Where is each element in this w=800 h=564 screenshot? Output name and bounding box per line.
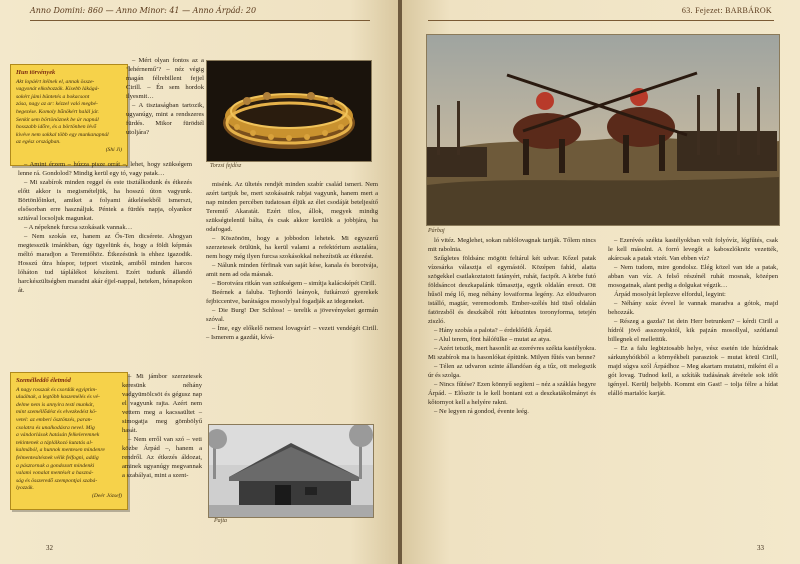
paragraph: – Hány szobás a palota? – érdeklődik Árpád. [434, 327, 553, 334]
photo-caption-duel: Párbaj [428, 228, 445, 234]
sidebar-lifestyle [10, 372, 128, 510]
paragraph: – Mért olyan fontos az a ‘lehérnemű’? – néz végig magán félrebillent fejjel Cirill. – Én sem hordok ilyesmit… [126, 57, 204, 100]
text-column-right-right [608, 236, 778, 398]
photo-barn [208, 424, 374, 518]
page-number-left: 32 [46, 544, 53, 552]
paragraph: – Ezerévés székta kastélyokban volt folyóvíz, légfűtés, csak le kell másolni. A forró levegőt a kaboszlóknöz vezették, akárcsak a patak vizét. Van ebben víz? [608, 237, 778, 262]
paragraph: – Azért tetszik, mert hasonlít az ezerévres székta kastélyokra. Mi szabírok ma is hasonlókat építünk. Milyen fűtés van benne? [428, 345, 596, 361]
sidebar-title: Személleddő életmód [16, 377, 71, 384]
left-page [0, 0, 398, 564]
paragraph: – Ne legyen rá gondod, évente leég. [434, 408, 529, 415]
right-header-rule [428, 20, 774, 21]
photo-caption-headdress: Torzsi fejdísz [210, 163, 242, 169]
text-column-bottom [122, 372, 202, 480]
left-header-rule [30, 20, 370, 21]
text-column-top [126, 56, 204, 137]
paragraph: – Télen az udvaron szinte állandóan ég a tűz, ott melegszik úr és szolga. [428, 363, 596, 379]
paragraph: Árpád mosolyát leplezve elfordul, legyint: [614, 291, 726, 298]
paragraph: misénk. Az ültetés rendjét minden szabír család ismeri. Nem azért tartjuk be, mert szokásaink rabjai vagyunk, hanem mert a nap minden percében tudatosan éljük az élet csodáját beteljesítő Teremtő Akaratát. Ezért tilos, állok, megyek mindig szükségtelenül bálta, és csak akkor kerülök a jobbjára, ha odafogad. [206, 181, 378, 233]
duel-painting-image [427, 35, 779, 225]
right-page [402, 0, 800, 564]
paragraph: – Die Burg! Der Schloss! – terelik a jövevényeket germán szóval. [206, 307, 378, 323]
sidebar-title: Hun törvények [16, 69, 56, 76]
right-page-header: 63. Fejezet: BARBÁROK [681, 6, 772, 15]
paragraph: – Részeg a gazda? Ist dein Herr betrunken? – kérdi Cirill a hídról jövő asszonyoktól, kik pajzán mosollyal, szótlanul billegnek el mellettük. [608, 318, 778, 343]
paragraph: – Mi szabírok minden reggel és este tisztálkodunk és étkezés előtt akkor is megismételjük, ha hosszú úton vagyunk. Börtönlőinket, amiket a folyami átkelésekből ismerszt, elsősorban erre használjuk. Péntek a fürdés napja, olyankor szitával locsoljuk magunkat. [18, 179, 192, 222]
sidebar-source: (Shi Ji) [105, 146, 122, 153]
paragraph: – Néhány száz évvel le vannak maradva a gótok, majd behozzák. [608, 300, 778, 316]
paragraph: – Amint érzem – húzza pisze orrát –, lehet, hogy szükségem lenne rá. Gondolod? Mindig kerül egy tó, vagy patak… [18, 161, 192, 177]
paragraph: – Köszönöm, hogy a jobbodon lehetek. Mi egyszerű szerzetesek örülünk, ha kerül valami a refektórium asztalára, nem hogy még ilyen furcsa szokásokkal nehezítsük az étkezést. [206, 235, 378, 260]
text-column-middle-right [206, 180, 378, 342]
sidebar-body: A nagy rosszak és csordák egyiptim- uluálnak, a legtöbb kaszemélés és vé- delme nem is annyira testi munkát, mint személlődést és elvezkedést kö- vetel: az emberi ösztönzés, paran- csolatra és unalkodásra nevel. Mig a vándorlások hatásán felkeleremnek tekintenek a táplálkozó kutatás al- kalmából, a hunnok mentesen mindenre felmentesítésnek vélik felfogni, addig a pásztornak a gondozott mindenki valami vonalat mentését a haszná- ság és összeredő szempontjai szabá- lyozzák. [16, 386, 105, 492]
paragraph: – Nálunk minden férfinak van saját kése, kanala és borotvája, amit nem ad oda másnak. [206, 262, 378, 278]
paragraph: – A népeknek furcsa szokásaik vannak… [24, 224, 133, 231]
paragraph: – Nem tudom, mire gondolsz. Elég közel van ide a patak, abban van víz. A felső részénél ruhát mosnak, középen mosogatnak, alant pedig a dolgukat végzik… [608, 264, 778, 289]
paragraph: – Nem szokás ez, hanem az Ős-Ten dicsérete. Ahogyan megtesszük imánkban, úgy ügyelünk és, hogy a földi képmás méltó maradjon a Teremtőhöz. Étkezésünk is ehhez igazodik. Hosszú útra húspor, tejport viszünk, amiből minden harcos lóháton tud táplálékot készíteni. Ezért tudunk állandó harckészültségben maradni akár éjjel-nappal, heteken, hónapokon át. [18, 233, 192, 294]
paragraph: – Nem erről van szó – veti közbe Árpád –, hanem a rendről. Az étkezés áldozat, aminek ugyanúgy megvannak a szabályai, mint a szent- [122, 436, 202, 479]
paragraph: – Ez a falu legbiztosabb helye, vész esetén ide húzódnak sárkunyhóikból a környékbeli parasztok – mutat körül Cirill, majd súgva szól Árpádhoz – Meg akartam mutatni, miként él a gót lovag. Tudnod kell, a szkíták tudásának átvétele sok időt igényel. Kerülj beljebb. Kommt ein Gast! – tolja félre a hídat elálló martalóc karját. [608, 345, 778, 397]
barn-image [209, 425, 373, 517]
paragraph: Szűgletes földsánc mögött feltárul két udvar. Kőzel patak vízesárka választja el egymástól. Középen fahíd, alatta szögekkel csatlakoztatott fatányért, ruhát, facipőt. A körbe futó földsáncot deszkapalánk tűmasztja, egyik oldalán ereszt. Ott hűsöl még lő, meg néhány lovaiforma legény. Az elöudvaron istálló, magtár, veremodomb. Ember-szélés hid tüső oldalán fatörzsből és deszkából rótt kétszintes toronyforma, tetején ziszló. [428, 255, 596, 325]
paragraph: – Nincs fűtése? Ezen könnyű segíteni – néz a száklás hegyre Árpád. – Először is le kell bontani ezt a deszkatákolmányt és kőtornyot kell a helyére rakni. [428, 381, 596, 406]
paragraph: – A tisztaságban tartozik, ugyanúgy, mint a rendszeres fürdés. Mikor fürödtél utoljára? [126, 102, 204, 136]
paragraph: – Íme, egy előkelő nemesi lovagvár! – vezeti vendégét Cirill. – Ismerem a gazdát, kívá- [206, 325, 378, 341]
photo-caption-barn: Pajta [214, 518, 227, 524]
left-page-header: Anno Domini: 860 — Anno Minor: 41 — Anno Árpád: 20 [30, 6, 257, 15]
photo-headdress [206, 60, 372, 162]
sidebar-body: Akt lopáért ítélnek el, annak össze- vagyonát elkobozzák. Kisebb lákágá- sokért jámi büntetés a bokacsont zása, nagy az ar: kézzel való megbé- hegezése. Komoly bűnökért halál jár. Senkit sem börtönöznek be úr napnál hosszabb időre, és a börtönben lévő kivéve nem sokkal több egy munkanapnál az egész országban. [16, 78, 109, 146]
paragraph: – Borotvára ritkán van szükségem – simítja kalácsképét Cirill. [212, 280, 377, 287]
sidebar-hun-law [10, 64, 128, 166]
text-column-right-left [428, 236, 596, 416]
page-number-right: 33 [757, 544, 764, 552]
paragraph: – Alul terem, fönt hálófülke – mutat az atya. [434, 336, 551, 343]
paragraph: – Mi jámbor szerzetesek keresünk néhány vadgyümölcsöt és gégusz nap el vagyunk rajta. Azért nem vettem meg a kacssaültet – simogatja meg gömbölyű hasát. [122, 373, 202, 434]
headdress-image [207, 61, 371, 161]
paragraph: Beérnek a faluba. Tejhordó leányok, futkározó gyerekek fejbiccentve, barátságos mosolylyal fogadják az idegeneket. [206, 289, 378, 305]
text-column-middle-left [18, 160, 192, 295]
paragraph: ló vitéz. Meglehet, sokan rablólovagnak tartják. Tőlem nincs mit rabolnia. [428, 237, 596, 253]
sidebar-source: (Deér József) [92, 492, 122, 499]
photo-duel-painting [426, 34, 780, 226]
